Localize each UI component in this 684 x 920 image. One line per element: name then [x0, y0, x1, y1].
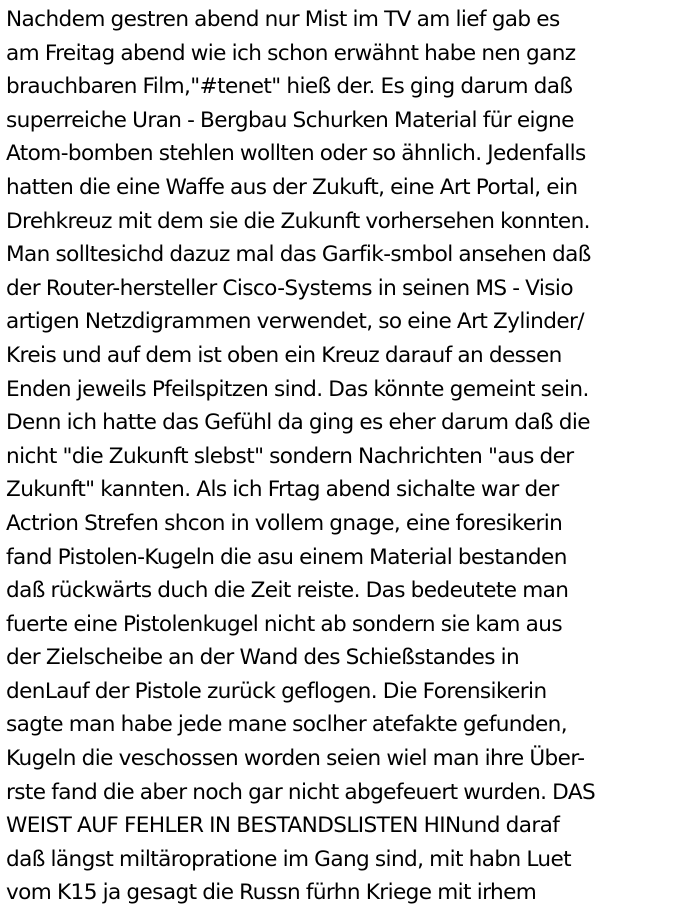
- text-line: Kugeln die veschossen worden seien wiel man ihre Über-: [6, 746, 585, 772]
- text-line: Zukunft" kannten. Als ich Frtag abend sichalte war der: [6, 477, 559, 503]
- text-line: daß rückwärts duch die Zeit reiste. Das bedeutete man: [6, 578, 569, 604]
- text-line: Drehkreuz mit dem sie die Zukunft vorhersehen konnten.: [6, 208, 590, 234]
- text-line: daß längst miltäropratione im Gang sind, mit habn Luet: [6, 846, 572, 872]
- text-line: Kreis und auf dem ist oben ein Kreuz darauf an dessen: [6, 342, 562, 368]
- text-line: brauchbaren Film,"#tenet" hieß der. Es ging darum daß: [6, 74, 573, 100]
- text-line: Man solltesichd dazuz mal das Garfik-smbol ansehen daß: [6, 242, 591, 268]
- text-line: hatten die eine Waffe aus der Zukuft, eine Art Portal, ein: [6, 174, 578, 200]
- text-line: superreiche Uran - Bergbau Schurken Material für eigne: [6, 107, 574, 133]
- text-line: Denn ich hatte das Gefühl da ging es eher darum daß die: [6, 410, 590, 436]
- text-line: der Router-hersteller Cisco-Systems in seinen MS - Visio: [6, 275, 573, 301]
- text-line: WEIST AUF FEHLER IN BESTANDSLISTEN HINund daraf: [6, 813, 560, 839]
- text-line: Nachdem gestren abend nur Mist im TV am lief gab es: [6, 7, 560, 32]
- text-line: fand Pistolen-Kugeln die asu einem Material bestanden: [6, 544, 567, 570]
- text-line: fuerte eine Pistolenkugel nicht ab sondern sie kam aus: [6, 611, 563, 637]
- text-line: der Zielscheibe an der Wand des Schießstandes in: [6, 645, 520, 671]
- text-line: am Freitag abend wie ich schon erwähnt habe nen ganz: [6, 40, 576, 66]
- document-page: [6, 3, 682, 918]
- text-line: Atom-bomben stehlen wollten oder so ähnlich. Jedenfalls: [6, 141, 586, 167]
- text-line: vom K15 ja gesagt die Russn fürhn Kriege mit irhem: [6, 880, 537, 906]
- text-line: artigen Netzdigrammen verwendet, so eine Art Zylinder/: [6, 309, 584, 335]
- text-line: Enden jeweils Pfeilspitzen sind. Das könnte gemeint sein.: [6, 376, 589, 402]
- text-line: nicht "die Zukunft slebst" sondern Nachrichten "aus der: [6, 443, 574, 469]
- text-line: Actrion Strefen shcon in vollem gnage, eine foresikerin: [6, 510, 563, 536]
- text-line: sagte man habe jede mane soclher atefakte gefunden,: [6, 712, 568, 738]
- text-line: rste fand die aber noch gar nicht abgefeuert wurden. DAS: [6, 779, 596, 805]
- text-line: denLauf der Pistole zurück geflogen. Die Forensikerin: [6, 678, 547, 704]
